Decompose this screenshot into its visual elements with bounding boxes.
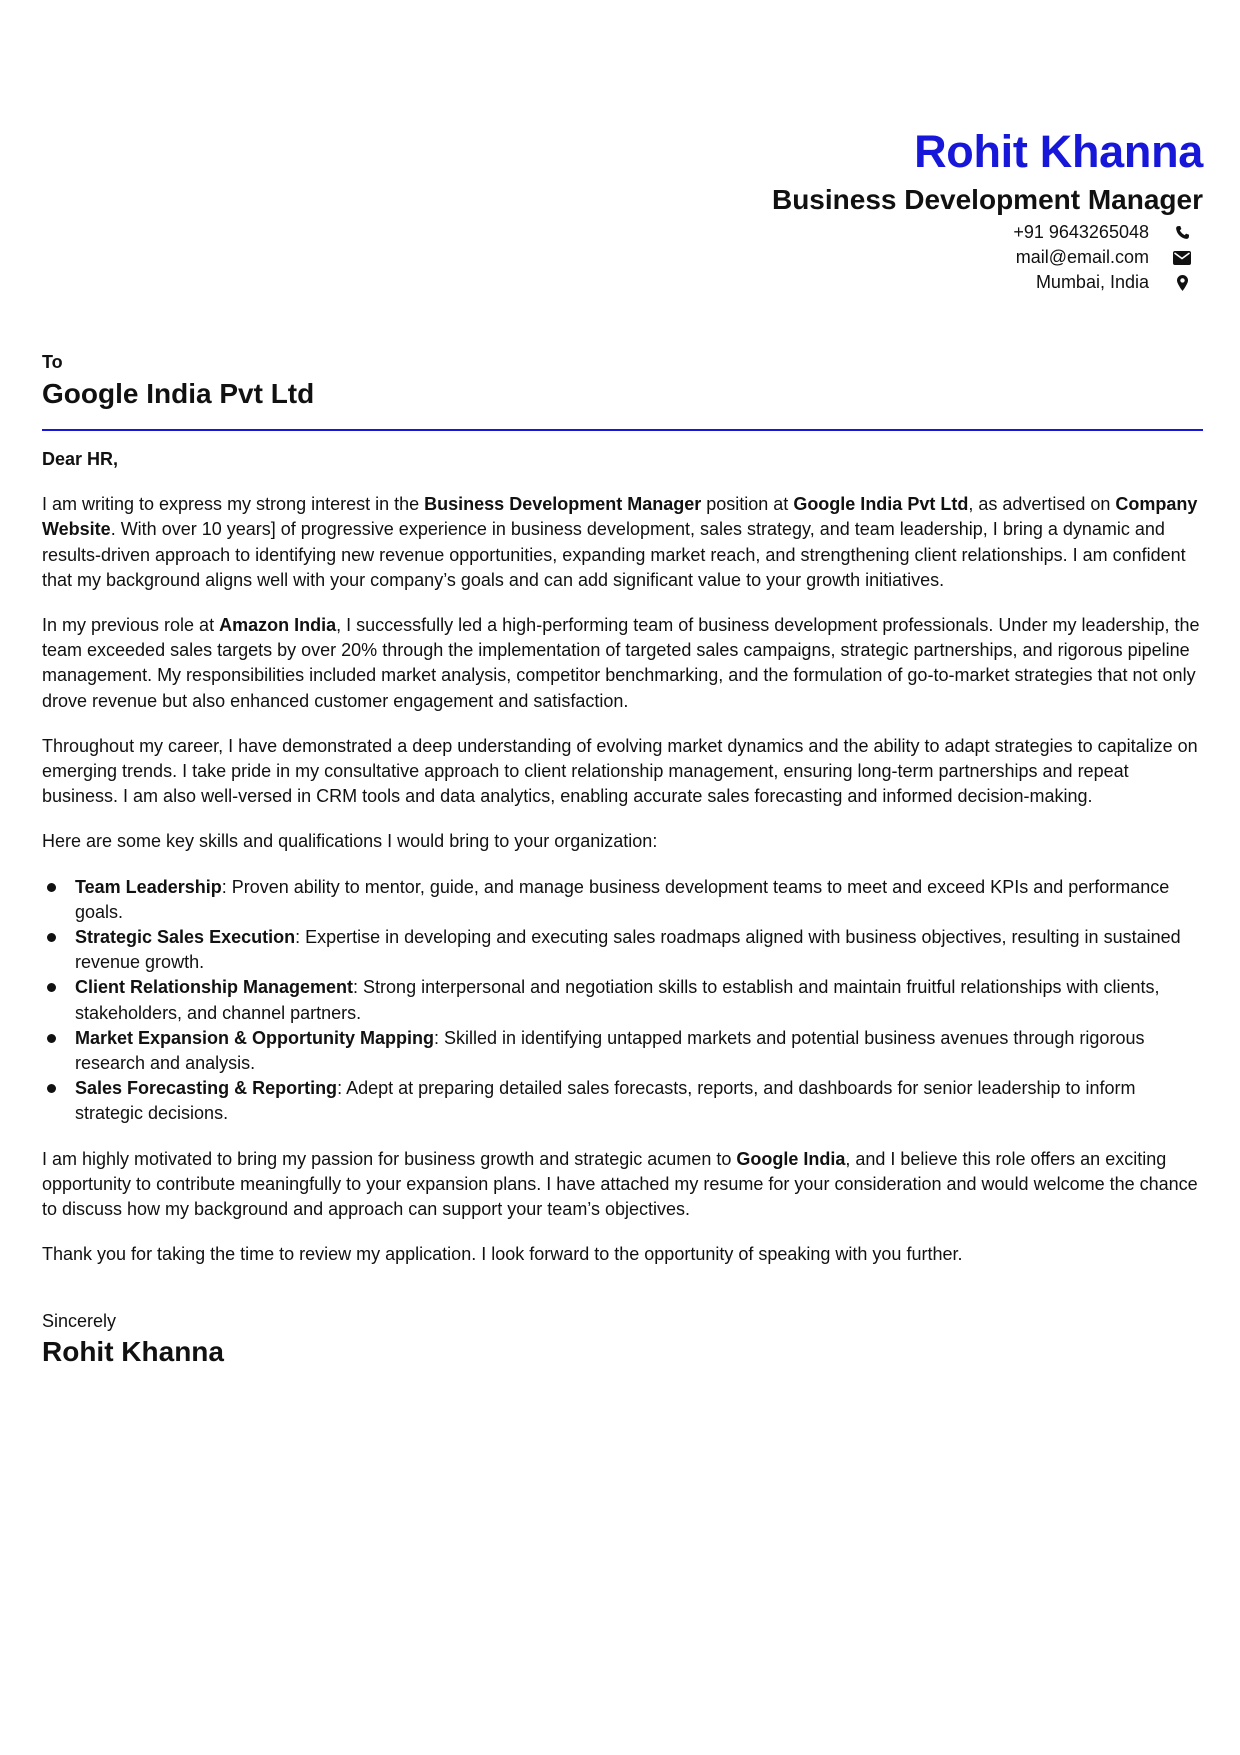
skills-list [42,875,1203,1127]
skill-title: Team Leadership [75,876,222,897]
envelope-icon [1171,251,1193,265]
to-label: To [42,352,63,372]
recipient-company: Google India Pvt Ltd [42,378,315,409]
job-source: Company Website [42,494,1198,540]
location-text: Mumbai, India [1035,272,1149,292]
paragraph-motivation: I am highly motivated to bring my passion for business growth and strategic acumen to Google India, and I believe this role offers an exciting opportunity to contribute meaningfully to your expansion plans. I have attached my resume for your consideration and would welcome the chance to discuss how my background and approach can support your team’s objectives. [42,1148,1198,1220]
bullet-icon [47,983,56,992]
bullet-icon [47,933,56,942]
contact-location [772,270,1203,295]
contact-email [772,245,1203,270]
paragraph-intro: I am writing to express my strong interest in the Business Development Manager position at Google India Pvt Ltd, as advertised on Company Website. With over 10 years] of progressive experience in business development, sales strategy, and team leadership, I bring a dynamic and results-driven approach to identifying new revenue opportunities, expanding market reach, and strengthening client relationships. I am confident that my background aligns well with your company’s goals and can add significant value to your growth initiatives. [42,494,1198,590]
paragraph-experience: In my previous role at Amazon India, I successfully led a high-performing team of business development professionals. Under my leadership, the team exceeded sales targets by over 20% through the implementation of targeted sales campaigns, strategic partnerships, and rigorous pipeline management. My responsibilities included market analysis, competitor benchmarking, and the formulation of go-to-market strategies that not only drove revenue but also enhanced customer engagement and satisfaction. [42,615,1200,711]
paragraph-thanks: Thank you for taking the time to review my application. I look forward to the opportunity of speaking with you further. [42,1244,963,1265]
skill-description: : Proven ability to mentor, guide, and manage business development teams to meet and exceed KPIs and performance goals. [75,876,1170,922]
paragraph-skills-intro: Here are some key skills and qualifications I would bring to your organization: [42,831,658,852]
skill-title: Market Expansion & Opportunity Mapping [75,1027,435,1048]
paragraph-career: Throughout my career, I have demonstrated a deep understanding of evolving market dynamics and the ability to adapt strategies to capitalize on emerging trends. I take pride in my consultative approach to client relationship management, ensuring long-term partnerships and repeat business. I am also well-versed in CRM tools and data analytics, enabling accurate sales forecasting and informed decision-making. [42,735,1198,807]
recipient-block [42,350,314,412]
sender-name: Rohit Khanna [914,126,1203,177]
map-pin-icon [1171,275,1193,291]
letter-body [42,447,1203,1370]
list-item [42,875,1203,925]
position-name: Business Development Manager [424,494,702,515]
skill-description: : Skilled in identifying untapped markets and potential business avenues through rigorous research and analysis. [75,1027,1145,1074]
salutation: Dear HR, [42,449,119,469]
signature-name: Rohit Khanna [42,1336,224,1368]
phone-icon [1171,225,1193,240]
contact-phone [772,220,1203,245]
skill-description: : Strong interpersonal and negotiation skills to establish and maintain fruitful relationships with clients, stakeholders, and channel partners. [75,977,1160,1023]
contact-details [772,220,1203,295]
sender-job-title: Business Development Manager [771,184,1203,215]
target-company: Google India [736,1148,846,1169]
skill-description: : Adept at preparing detailed sales forecasts, reports, and dashboards for senior leadership to inform strategic decisions. [75,1078,1136,1124]
previous-employer: Amazon India [219,615,337,636]
list-item [42,1076,1203,1126]
skill-title: Client Relationship Management [75,977,354,998]
skill-title: Sales Forecasting & Reporting [75,1078,338,1099]
email-text: mail@email.com [1015,247,1149,267]
bullet-icon [47,1034,56,1043]
bullet-icon [47,883,56,892]
letter-header [772,124,1203,295]
company-name: Google India Pvt Ltd [793,494,969,515]
bullet-icon [47,1084,56,1093]
closing-salutation: Sincerely [42,1311,117,1332]
phone-text: +91 9643265048 [1013,222,1149,242]
skill-description: : Expertise in developing and executing sales roadmaps aligned with business objectives, resulting in sustained revenue growth. [75,927,1181,973]
header-divider [42,429,1203,431]
closing-block [42,1309,1203,1370]
list-item [42,1026,1203,1076]
skill-title: Strategic Sales Execution [75,927,296,948]
list-item [42,975,1203,1025]
list-item [42,925,1203,975]
